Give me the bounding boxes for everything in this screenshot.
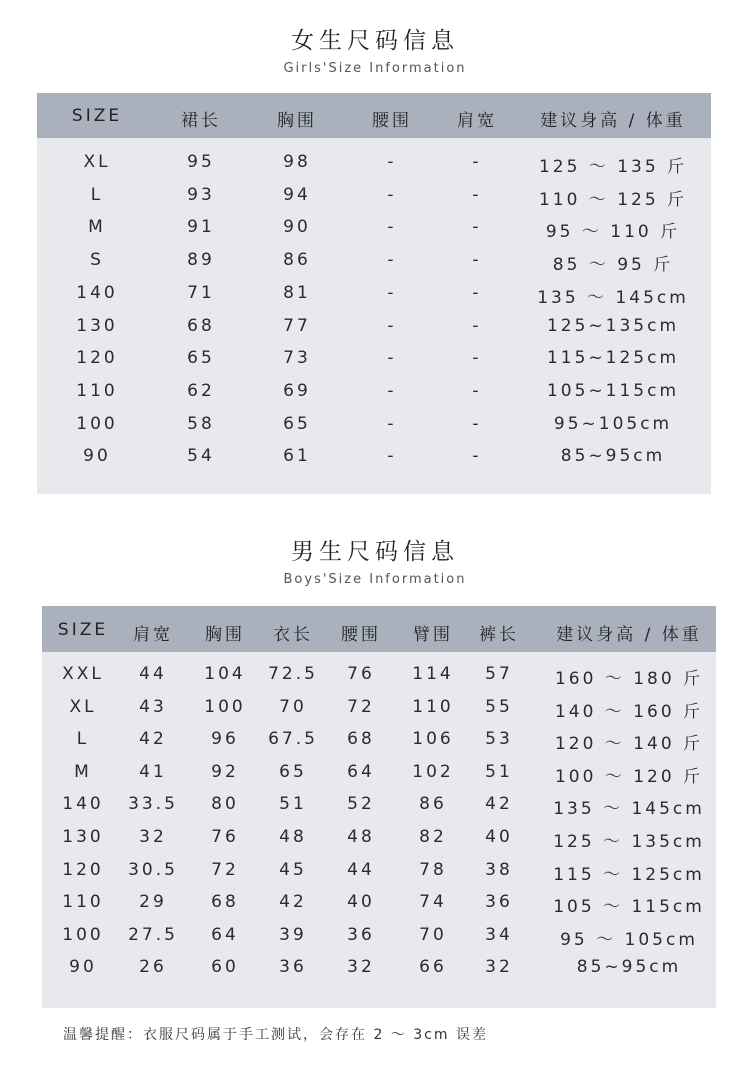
boys-table-cell: 42 (485, 794, 513, 815)
girls-table-cell: 95 (187, 152, 215, 172)
girls-table-cell: 93 (187, 184, 215, 205)
girls-table-cell: - (387, 315, 397, 336)
boys-table-cell: 40 (485, 827, 513, 847)
boys-table-cell: 42 (139, 729, 167, 750)
boys-table-cell: 78 (419, 859, 447, 880)
girls-table-cell: 105~115cm (546, 380, 680, 401)
boys-table-cell: 104 (204, 664, 246, 684)
boys-table-cell: 130 (62, 827, 104, 847)
boys-table-cell: XXL (62, 664, 104, 684)
girls-table-cell: - (387, 184, 397, 205)
boys-table-cell: 105 ～ 115cm (553, 897, 705, 918)
boys-header-cell: 臂围 (413, 625, 453, 645)
boys-table-cell: 30.5 (128, 859, 178, 880)
boys-table-cell: L (76, 729, 90, 750)
boys-table-cell: 76 (347, 664, 375, 684)
boys-header-cell: 腰围 (341, 625, 381, 645)
boys-table-cell: 114 (412, 664, 454, 684)
boys-table-cell: 70 (419, 924, 447, 945)
girls-table-cell: - (387, 348, 397, 369)
boys-table-cell: 90 (69, 957, 97, 978)
boys-table-cell: 43 (139, 696, 167, 717)
girls-table-cell: 65 (187, 348, 215, 369)
girls-table-cell: 115~125cm (546, 348, 680, 369)
girls-table-cell: 85~95cm (560, 446, 666, 467)
boys-table-cell: 106 (412, 729, 454, 750)
boys-table-cell: 135 ～ 145cm (553, 799, 705, 820)
girls-table-cell: 71 (187, 282, 215, 303)
girls-table-cell: 54 (187, 446, 215, 467)
boys-table-cell: 36 (485, 892, 513, 913)
boys-table-cell: 38 (485, 859, 513, 880)
girls-table-cell: 98 (283, 152, 311, 172)
girls-table-cell: - (387, 217, 397, 238)
girls-table-cell: 73 (283, 348, 311, 369)
girls-table-cell: - (387, 446, 397, 467)
boys-header-cell: 建议身高 / 体重 (556, 625, 702, 645)
girls-table-cell: 140 (76, 282, 118, 303)
boys-table-cell: 70 (279, 696, 307, 717)
boys-table-cell: 40 (347, 892, 375, 913)
girls-table-cell: 110 ～ 125 斤 (538, 189, 688, 210)
girls-table-cell: - (472, 413, 482, 434)
boys-table-cell: 27.5 (128, 924, 178, 945)
girls-table-cell: 130 (76, 315, 118, 336)
girls-table-cell: M (88, 217, 106, 238)
girls-table-cell: 77 (283, 315, 311, 336)
girls-table-cell: 91 (187, 217, 215, 238)
girls-table-cell: - (472, 446, 482, 467)
boys-table-cell: 100 (62, 924, 104, 945)
girls-table-cell: - (387, 413, 397, 434)
boys-table-cell: 52 (347, 794, 375, 815)
girls-table-cell: 90 (283, 217, 311, 238)
boys-table-cell: 67.5 (268, 729, 318, 750)
boys-table-cell: 120 (62, 859, 104, 880)
boys-header-cell: SIZE (57, 620, 109, 640)
girls-table-cell: 120 (76, 348, 118, 369)
boys-table-cell: 120 ～ 140 斤 (554, 734, 704, 755)
girls-table-cell: - (387, 282, 397, 303)
boys-table-cell: 160 ～ 180 斤 (554, 669, 704, 689)
girls-table-cell: - (472, 250, 482, 271)
boys-table-cell: 33.5 (128, 794, 178, 815)
boys-table-cell: 68 (347, 729, 375, 750)
boys-table-cell: 102 (412, 761, 454, 782)
boys-table-cell: 115 ～ 125cm (553, 864, 705, 885)
girls-table-cell: - (472, 282, 482, 303)
boys-table-cell: 45 (279, 859, 307, 880)
boys-table-cell: 36 (279, 957, 307, 978)
girls-size-table (37, 93, 711, 494)
boys-table-cell: 65 (279, 761, 307, 782)
boys-table-cell: 64 (347, 761, 375, 782)
girls-header-cell: SIZE (71, 106, 123, 126)
girls-table-cell: S (90, 250, 104, 271)
boys-table-cell: 72.5 (268, 664, 318, 684)
girls-table-cell: - (472, 152, 482, 172)
boys-table-cell: 57 (485, 664, 513, 684)
boys-table-cell: 39 (279, 924, 307, 945)
girls-table-cell: - (387, 250, 397, 271)
girls-table-cell: - (472, 380, 482, 401)
boys-table-cell: 82 (419, 827, 447, 847)
boys-table-cell: 140 (62, 794, 104, 815)
boys-table-cell: 100 ～ 120 斤 (554, 766, 704, 787)
boys-table-cell: 41 (139, 761, 167, 782)
girls-title: 女生尺码信息 (291, 28, 459, 54)
measurement-note: 温馨提醒：衣服尺码属于手工测试，会存在 2 ～ 3cm 误差 (63, 1027, 488, 1043)
boys-table-cell: 34 (485, 924, 513, 945)
boys-table-cell: 36 (347, 924, 375, 945)
girls-table-cell: 90 (83, 446, 111, 467)
boys-header-cell: 裤长 (479, 625, 519, 645)
girls-table-cell: 94 (283, 184, 311, 205)
girls-table-cell: 69 (283, 380, 311, 401)
girls-table-cell: 125~135cm (546, 315, 680, 336)
boys-table-cell: 51 (485, 761, 513, 782)
girls-table-cell: 89 (187, 250, 215, 271)
boys-header-cell: 衣长 (273, 625, 313, 645)
girls-header-cell: 建议身高 / 体重 (540, 111, 686, 131)
boys-table-cell: 74 (419, 892, 447, 913)
boys-table-cell: 48 (279, 827, 307, 847)
boys-table-cell: 86 (419, 794, 447, 815)
girls-header-cell: 腰围 (372, 111, 412, 131)
boys-table-cell: 68 (211, 892, 239, 913)
girls-table-cell: 68 (187, 315, 215, 336)
girls-table-cell: - (472, 348, 482, 369)
girls-table-cell: 95~105cm (553, 413, 673, 434)
boys-table-cell: 85~95cm (576, 957, 682, 978)
boys-table-cell: 110 (62, 892, 104, 913)
boys-table-cell: 100 (204, 696, 246, 717)
boys-table-cell: 32 (347, 957, 375, 978)
girls-table-cell: 65 (283, 413, 311, 434)
girls-table-cell: 100 (76, 413, 118, 434)
boys-header-cell: 肩宽 (133, 625, 173, 645)
girls-header-cell: 胸围 (277, 111, 317, 131)
girls-header-cell: 肩宽 (457, 111, 497, 131)
boys-title: 男生尺码信息 (291, 539, 459, 565)
girls-table-cell: - (472, 184, 482, 205)
girls-table-cell: L (90, 184, 104, 205)
boys-table-cell: 48 (347, 827, 375, 847)
boys-table-cell: 76 (211, 827, 239, 847)
boys-table-cell: XL (69, 696, 97, 717)
boys-table-cell: 66 (419, 957, 447, 978)
boys-table-cell: 53 (485, 729, 513, 750)
boys-table-cell: 26 (139, 957, 167, 978)
girls-table-cell: 86 (283, 250, 311, 271)
girls-table-cell: 58 (187, 413, 215, 434)
boys-table-cell: 29 (139, 892, 167, 913)
boys-size-table (42, 606, 716, 1008)
boys-table-cell: 32 (485, 957, 513, 978)
boys-table-cell: 55 (485, 696, 513, 717)
boys-table-cell: 140 ～ 160 斤 (554, 701, 704, 722)
girls-table-cell: - (472, 217, 482, 238)
girls-table-cell: 95 ～ 110 斤 (545, 222, 681, 243)
boys-table-cell: 72 (347, 696, 375, 717)
girls-subtitle: Girls'Size Information (283, 61, 467, 76)
boys-table-cell: 80 (211, 794, 239, 815)
boys-table-cell: 64 (211, 924, 239, 945)
boys-subtitle: Boys'Size Information (283, 572, 467, 587)
girls-table-cell: 135 ～ 145cm (537, 287, 689, 308)
boys-table-cell: 60 (211, 957, 239, 978)
boys-table-cell: M (74, 761, 92, 782)
girls-table-cell: XL (83, 152, 111, 172)
boys-table-cell: 44 (347, 859, 375, 880)
boys-header-cell: 胸围 (205, 625, 245, 645)
girls-table-cell: - (387, 380, 397, 401)
girls-table-cell: 61 (283, 446, 311, 467)
girls-header-cell: 裙长 (181, 111, 221, 131)
boys-table-cell: 32 (139, 827, 167, 847)
girls-table-cell: 125 ～ 135 斤 (538, 157, 688, 177)
boys-table-cell: 51 (279, 794, 307, 815)
boys-table-cell: 95 ～ 105cm (560, 929, 698, 950)
boys-table-cell: 72 (211, 859, 239, 880)
boys-table-cell: 110 (412, 696, 454, 717)
girls-table-cell: - (387, 152, 397, 172)
boys-table-cell: 92 (211, 761, 239, 782)
girls-table-cell: 81 (283, 282, 311, 303)
boys-table-cell: 44 (139, 664, 167, 684)
girls-table-cell: 110 (76, 380, 118, 401)
boys-table-cell: 42 (279, 892, 307, 913)
girls-table-cell: 62 (187, 380, 215, 401)
boys-table-cell: 96 (211, 729, 239, 750)
girls-table-cell: - (472, 315, 482, 336)
boys-table-cell: 125 ～ 135cm (553, 832, 705, 852)
girls-table-cell: 85 ～ 95 斤 (552, 255, 674, 276)
